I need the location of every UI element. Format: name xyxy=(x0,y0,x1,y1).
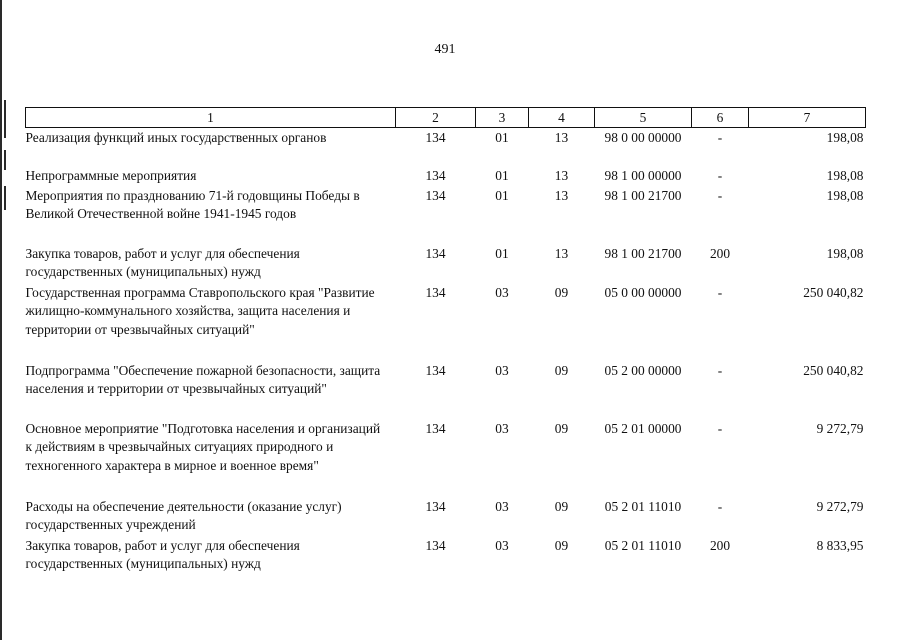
row-col-7: 9 272,79 xyxy=(816,420,864,436)
row-col-5: 05 2 00 00000 xyxy=(604,362,682,378)
row-col-4: 13 xyxy=(554,245,569,261)
header-col-6: 6 xyxy=(692,108,749,128)
table-row xyxy=(26,128,866,167)
row-col-7: 250 040,82 xyxy=(803,284,864,300)
row-col-3: 03 xyxy=(495,537,509,553)
row-col-5: 05 2 01 11010 xyxy=(604,498,682,514)
row-col-2: 134 xyxy=(425,420,446,436)
header-col-3: 3 xyxy=(476,108,529,128)
row-col-5: 98 1 00 21700 xyxy=(604,245,682,261)
row-col-7: 250 040,82 xyxy=(803,362,864,378)
header-col-1: 1 xyxy=(26,108,396,128)
scan-left-edge xyxy=(0,0,2,640)
row-col-6: - xyxy=(717,167,723,183)
row-col-2: 134 xyxy=(425,130,446,145)
row-name: Закупка товаров, работ и услуг для обеспечения государственных (муниципальных) нужд xyxy=(25,537,300,571)
row-col-2: 134 xyxy=(425,537,446,553)
row-col-2: 134 xyxy=(425,362,446,378)
row-col-6: - xyxy=(717,362,723,378)
row-name: Государственная программа Ставропольского края "Развитие жилищно-коммунального хозяйства, защита населения и территории от чрезвычайных ситуаций" xyxy=(25,284,375,337)
row-col-2: 134 xyxy=(425,167,446,183)
row-col-6: - xyxy=(717,187,723,203)
row-col-3: 03 xyxy=(495,362,509,378)
row-col-4: 13 xyxy=(554,167,569,183)
row-col-2: 134 xyxy=(425,187,446,203)
row-col-4: 13 xyxy=(554,187,569,203)
row-name: Расходы на обеспечение деятельности (оказание услуг) государственных учреждений xyxy=(25,498,342,532)
row-name: Закупка товаров, работ и услуг для обеспечения государственных (муниципальных) нужд xyxy=(25,245,300,279)
table-row xyxy=(26,537,866,576)
row-name: Реализация функций иных государственных органов xyxy=(25,130,327,145)
row-col-3: 01 xyxy=(495,245,509,261)
table-body xyxy=(26,128,866,576)
row-col-2: 134 xyxy=(425,245,446,261)
row-col-4: 09 xyxy=(554,420,569,436)
scan-margin-mark xyxy=(4,186,6,210)
row-col-2: 134 xyxy=(425,498,446,514)
row-col-5: 05 0 00 00000 xyxy=(604,284,682,300)
row-col-6: - xyxy=(717,130,723,145)
row-col-7: 8 833,95 xyxy=(816,537,864,553)
scan-margin-mark xyxy=(4,100,6,138)
table-row xyxy=(26,167,866,187)
row-col-3: 01 xyxy=(495,187,509,203)
row-name: Непрограммные мероприятия xyxy=(25,167,197,183)
row-col-6: - xyxy=(717,284,723,300)
row-col-5: 98 1 00 00000 xyxy=(604,167,682,183)
page-number: 491 xyxy=(434,42,456,57)
row-col-4: 09 xyxy=(554,284,569,300)
header-col-4: 4 xyxy=(529,108,595,128)
row-col-5: 05 2 01 11010 xyxy=(604,537,682,553)
row-col-5: 98 0 00 00000 xyxy=(604,130,682,145)
table-row xyxy=(26,498,866,537)
row-col-7: 198,08 xyxy=(826,167,864,183)
table-row xyxy=(26,187,866,245)
table-row xyxy=(26,362,866,420)
row-col-3: 03 xyxy=(495,420,509,436)
row-name: Основное мероприятие "Подготовка населения и организаций к действиям в чрезвычайных ситуациях природного и техногенного характера в мирное и военное время" xyxy=(25,420,381,473)
row-col-6: - xyxy=(717,498,723,514)
header-col-2: 2 xyxy=(396,108,476,128)
row-col-6: 200 xyxy=(709,537,731,553)
table-row xyxy=(26,245,866,284)
row-col-4: 09 xyxy=(554,537,569,553)
row-col-3: 03 xyxy=(495,284,509,300)
budget-table xyxy=(25,107,866,576)
header-row xyxy=(26,108,866,128)
row-name: Мероприятия по празднованию 71-й годовщины Победы в Великой Отечественной войне 1941-1945 годов xyxy=(25,187,360,221)
header-col-7: 7 xyxy=(749,108,866,128)
row-col-2: 134 xyxy=(425,284,446,300)
row-col-3: 01 xyxy=(495,130,509,145)
row-name: Подпрограмма "Обеспечение пожарной безопасности, защита населения и территории от чрезвычайных ситуаций" xyxy=(25,362,381,396)
table-header xyxy=(26,108,866,128)
row-col-7: 198,08 xyxy=(826,245,864,261)
row-col-3: 01 xyxy=(495,167,509,183)
row-col-4: 13 xyxy=(554,130,569,145)
table-row xyxy=(26,284,866,362)
row-col-7: 9 272,79 xyxy=(816,498,864,514)
row-col-3: 03 xyxy=(495,498,509,514)
row-col-6: - xyxy=(717,420,723,436)
row-col-6: 200 xyxy=(709,245,731,261)
row-col-5: 05 2 01 00000 xyxy=(604,420,682,436)
row-col-5: 98 1 00 21700 xyxy=(604,187,682,203)
header-col-5: 5 xyxy=(595,108,692,128)
table-row xyxy=(26,420,866,498)
row-col-4: 09 xyxy=(554,362,569,378)
scan-margin-mark xyxy=(4,150,6,170)
row-col-7: 198,08 xyxy=(826,187,864,203)
row-col-4: 09 xyxy=(554,498,569,514)
row-col-7: 198,08 xyxy=(826,130,864,145)
